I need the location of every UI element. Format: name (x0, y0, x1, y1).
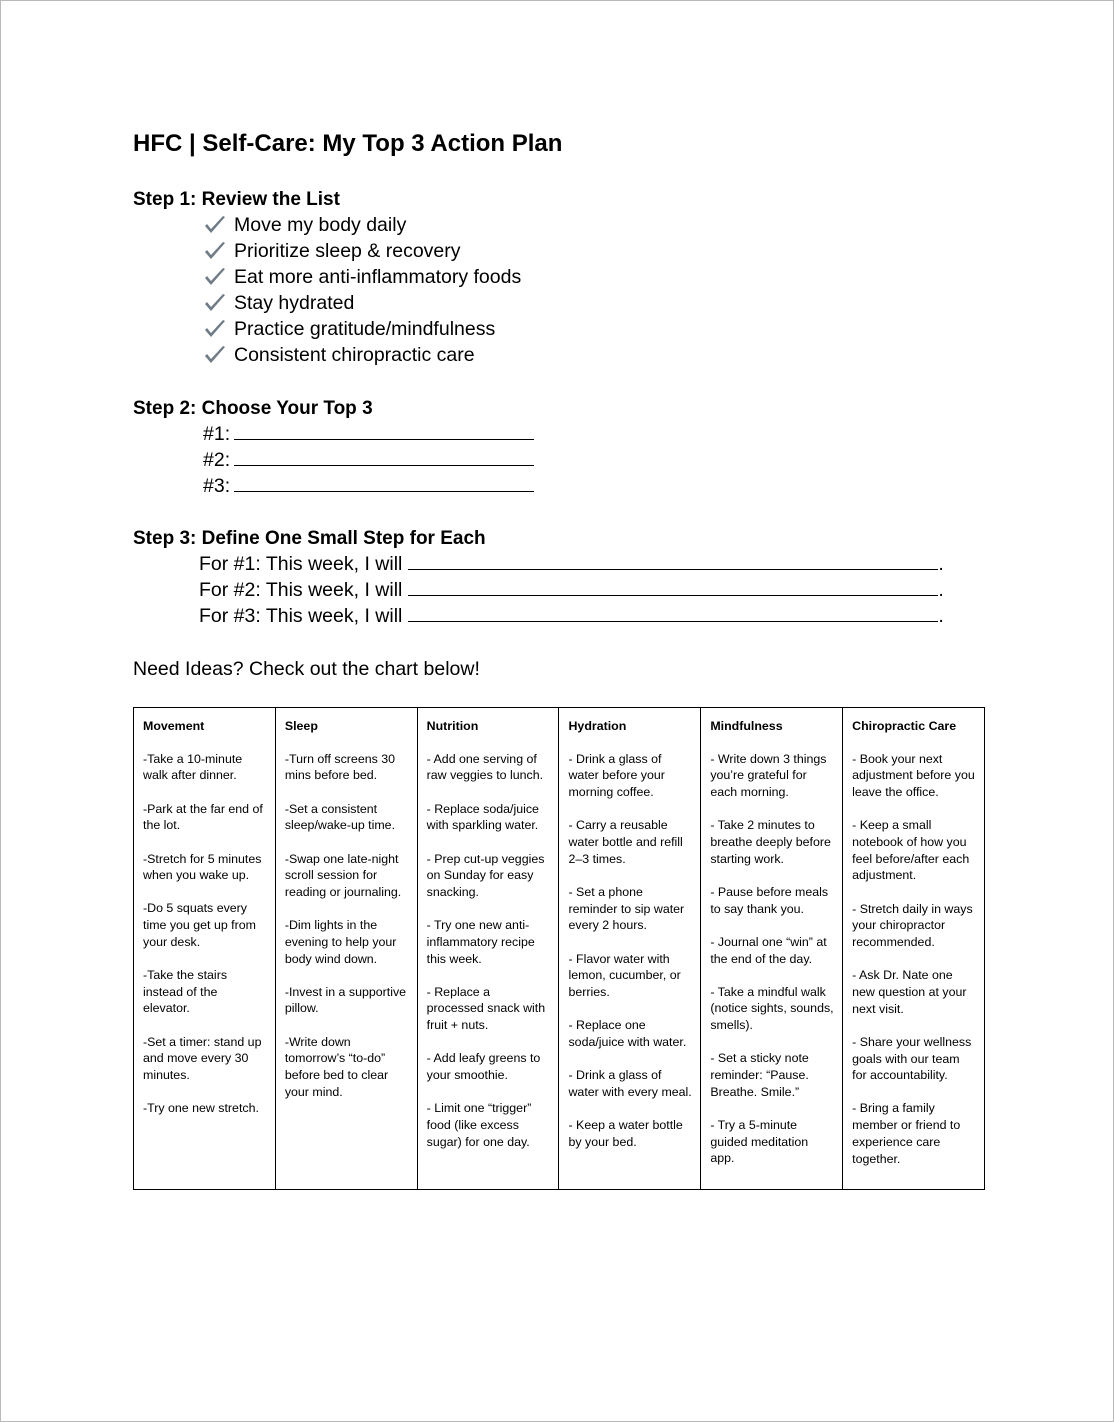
chart-tip: - Try one new anti-inflammatory recipe this week. (426, 918, 535, 966)
check-mark-icon (203, 239, 229, 263)
review-list-item (203, 212, 521, 238)
chart-column-header: Movement (143, 719, 205, 733)
ideas-chart (133, 707, 985, 1190)
chart-tip: - Flavor water with lemon, cucumber, or berries. (568, 951, 681, 999)
top-3-blanks (133, 421, 534, 499)
chart-tip: - Set a sticky note reminder: “Pause. Breathe. Smile.” (710, 1051, 809, 1099)
chart-tip: -Park at the far end of the lot. (143, 801, 263, 833)
chart-tip: - Add one serving of raw veggies to lunch. (426, 751, 544, 783)
chart-tip: -Invest in a supportive pillow. (284, 984, 407, 1016)
chart-tip: - Write down 3 things you’re grateful for each morning. (710, 751, 827, 800)
chart-tip: - Bring a family member or friend to experience care together. (852, 1101, 961, 1166)
chart-tip: -Write down tomorrow’s “to-do” before bed to clear your mind. (284, 1034, 389, 1099)
step-1-section (133, 188, 521, 368)
check-mark-icon (203, 213, 229, 237)
chart-column (701, 708, 843, 1189)
chart-tip: - Carry a reusable water bottle and refill 2–3 times. (568, 818, 683, 866)
review-list-item (203, 290, 521, 316)
review-list (133, 212, 521, 368)
top-choice-row (203, 473, 534, 499)
small-step-prompt: For #3: This week, I will (199, 605, 403, 627)
chart-tip: - Limit one “trigger” food (like excess sugar) for one day. (426, 1101, 532, 1149)
small-step-prompt: For #2: This week, I will (199, 579, 403, 601)
step-3-heading: Step 3: Define One Small Step for Each (133, 528, 486, 549)
top-choice-blank[interactable] (234, 421, 534, 440)
ideas-prompt: Need Ideas? Check out the chart below! (133, 658, 480, 680)
review-list-item-label: Consistent chiropractic care (234, 344, 475, 366)
chart-column (559, 708, 701, 1189)
small-step-blank[interactable] (408, 577, 938, 596)
review-list-item (203, 238, 521, 264)
review-list-item (203, 342, 521, 368)
chart-column (134, 708, 276, 1189)
chart-tip: - Drink a glass of water before your morning coffee. (568, 751, 665, 800)
check-mark-icon (203, 291, 229, 315)
chart-column-header: Mindfulness (710, 719, 783, 733)
chart-tip: - Replace a processed snack with fruit + nuts. (426, 984, 546, 1033)
document-body (133, 128, 993, 680)
chart-tip: - Take 2 minutes to breathe deeply before starting work. (710, 818, 831, 866)
chart-tip: - Replace soda/juice with sparkling water. (426, 801, 539, 833)
chart-tip: - Set a phone reminder to sip water every 2 hours. (568, 884, 685, 933)
chart-column-header: Hydration (568, 719, 627, 733)
top-choice-label: #2: (203, 449, 231, 471)
review-list-item-label: Eat more anti-inflammatory foods (234, 266, 522, 288)
top-choice-label: #1: (203, 423, 231, 445)
chart-tip: -Turn off screens 30 mins before bed. (284, 751, 396, 783)
check-mark-icon (203, 265, 229, 289)
small-step-row (199, 577, 944, 603)
chart-tip: - Journal one “win” at the end of the day. (710, 934, 827, 966)
page-title: HFC | Self-Care: My Top 3 Action Plan (133, 130, 563, 157)
chart-tip: -Stretch for 5 minutes when you wake up. (143, 851, 262, 883)
review-list-item-label: Move my body daily (234, 214, 407, 236)
chart-tip: - Take a mindful walk (notice sights, sounds, smells). (710, 984, 834, 1033)
small-step-terminator: . (938, 605, 944, 627)
top-choice-row (203, 421, 534, 447)
chart-tip: - Share your wellness goals with our team for accountability. (852, 1034, 972, 1083)
top-choice-blank[interactable] (234, 447, 534, 466)
small-step-terminator: . (938, 579, 944, 601)
top-choice-blank[interactable] (234, 473, 534, 492)
chart-tip: -Swap one late-night scroll session for reading or journaling. (284, 851, 402, 899)
chart-column (843, 708, 984, 1189)
chart-column (276, 708, 418, 1189)
chart-tip: -Set a consistent sleep/wake-up time. (284, 801, 396, 833)
chart-tip: - Prep cut-up veggies on Sunday for easy snacking. (426, 851, 545, 899)
check-mark-icon (203, 317, 229, 341)
chart-tip: - Stretch daily in ways your chiropractor recommended. (852, 901, 973, 950)
top-choice-label: #3: (203, 475, 231, 497)
chart-tip: -Do 5 squats every time you get up from your desk. (143, 901, 256, 949)
small-step-prompt: For #1: This week, I will (199, 553, 403, 575)
review-list-item-label: Prioritize sleep & recovery (234, 240, 461, 262)
check-mark-icon (203, 343, 229, 367)
small-step-blank[interactable] (408, 551, 938, 570)
review-list-item (203, 316, 521, 342)
small-step-row (199, 603, 944, 629)
chart-tip: - Drink a glass of water with every meal. (568, 1068, 692, 1099)
chart-tip: -Take the stairs instead of the elevator. (143, 968, 228, 1016)
chart-tip: -Take a 10-minute walk after dinner. (143, 751, 243, 783)
review-list-item-label: Practice gratitude/mindfulness (234, 318, 496, 340)
chart-column-header: Chiropractic Care (852, 719, 957, 733)
chart-tip: - Book your next adjustment before you leave the office. (852, 751, 975, 800)
small-step-blank[interactable] (408, 603, 938, 622)
small-step-blanks (133, 551, 944, 629)
chart-tip: -Try one new stretch. (143, 1101, 259, 1116)
chart-tip: - Pause before meals to say thank you. (710, 884, 829, 916)
top-choice-row (203, 447, 534, 473)
chart-tip: - Ask Dr. Nate one new question at your next visit. (852, 968, 967, 1016)
chart-column-header: Nutrition (426, 719, 479, 733)
step-2-section (133, 397, 534, 499)
chart-tip: - Keep a small notebook of how you feel before/after each adjustment. (852, 818, 970, 883)
chart-tip: -Set a timer: stand up and move every 30 minutes. (143, 1034, 262, 1083)
step-2-heading: Step 2: Choose Your Top 3 (133, 398, 373, 419)
small-step-row (199, 551, 944, 577)
step-3-section (133, 527, 944, 629)
step-1-heading: Step 1: Review the List (133, 189, 340, 210)
review-list-item-label: Stay hydrated (234, 292, 355, 314)
chart-tip: - Try a 5-minute guided meditation app. (710, 1117, 809, 1166)
chart-tip: - Add leafy greens to your smoothie. (426, 1051, 541, 1083)
small-step-terminator: . (938, 553, 944, 575)
chart-column-header: Sleep (284, 719, 318, 733)
chart-tip: -Dim lights in the evening to help your body wind down. (284, 918, 397, 966)
chart-tip: - Keep a water bottle by your bed. (568, 1117, 683, 1149)
chart-tip: - Replace one soda/juice with water. (568, 1018, 687, 1049)
chart-column (418, 708, 560, 1189)
review-list-item (203, 264, 521, 290)
